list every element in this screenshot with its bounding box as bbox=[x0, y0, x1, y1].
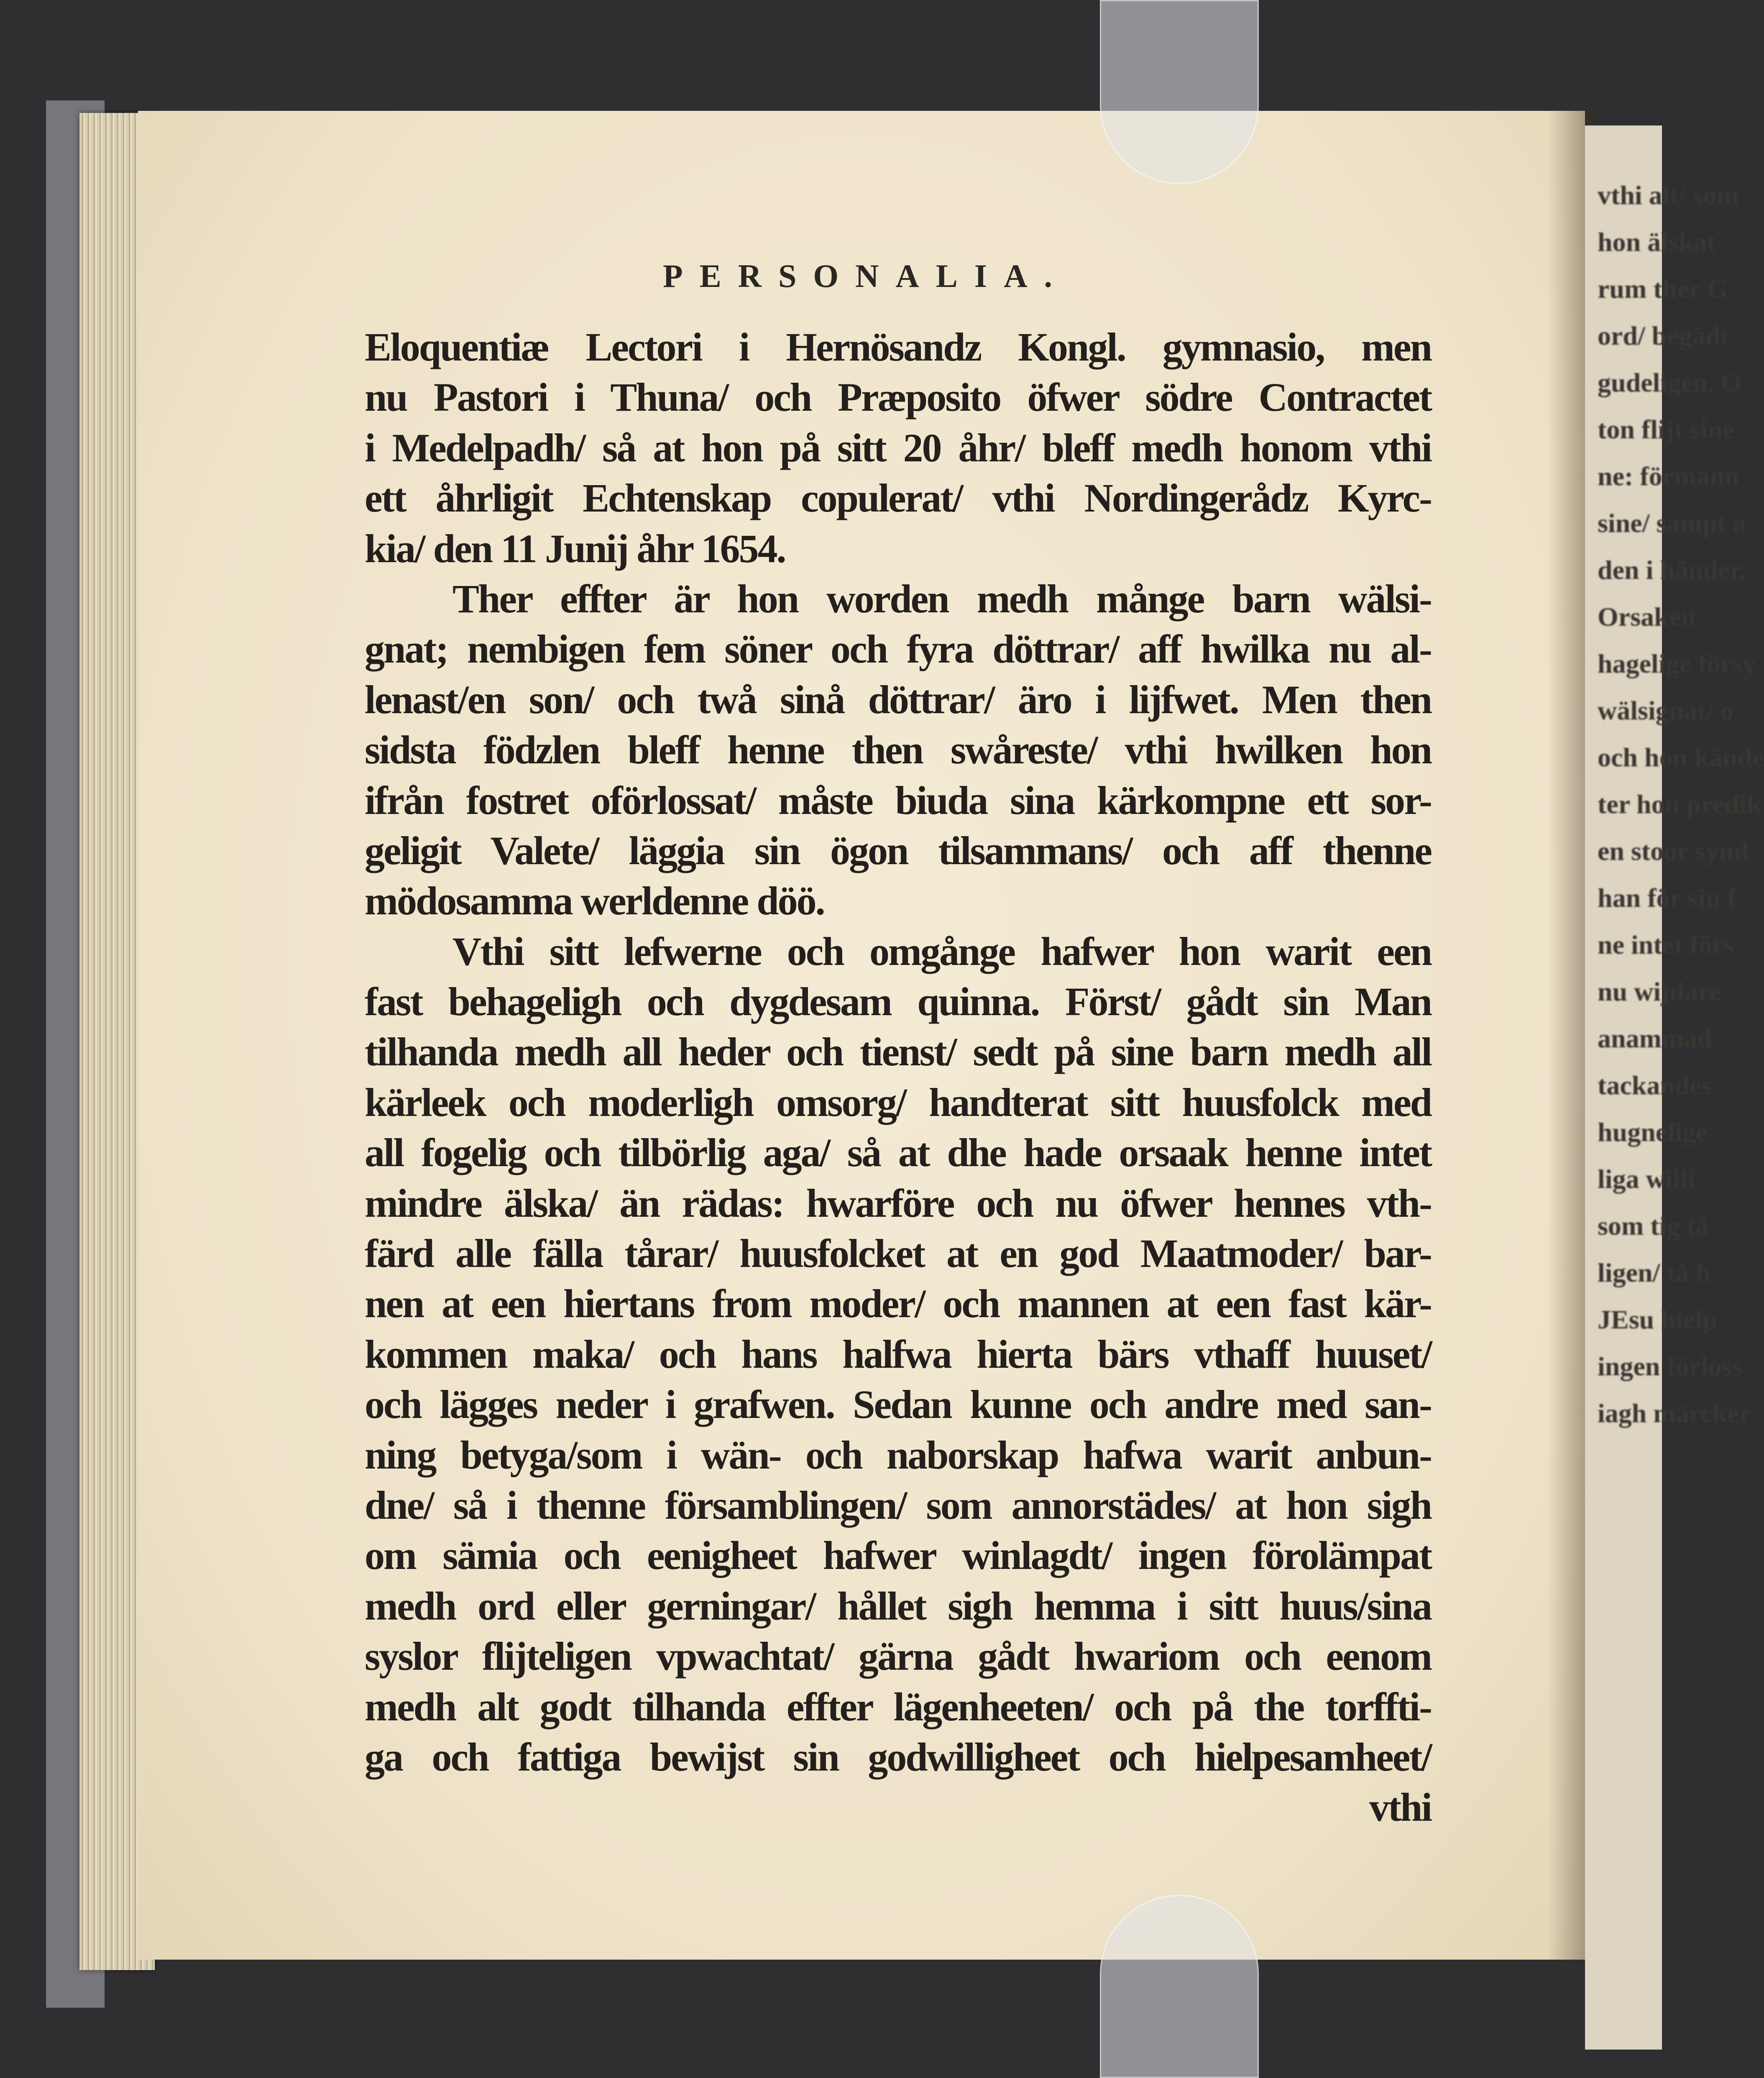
text-line: vthi bbox=[1369, 1785, 1431, 1830]
text-line: Ther effter är hon worden medh månge barn wälsi- bbox=[453, 576, 1431, 621]
text-line: all fogelig och tilbörlig aga/ så at dhe hade orsaak henne intet bbox=[365, 1130, 1431, 1175]
facing-page-line: hon älskat bbox=[1598, 227, 1716, 257]
facing-page-line: anammad bbox=[1598, 1024, 1712, 1053]
facing-page-line: Orsaken bbox=[1598, 602, 1696, 632]
facing-page-line: gudeligen. O bbox=[1598, 368, 1742, 397]
text-line: geligit Valete/ läggia sin ögon tilsammans/ och aff thenne bbox=[365, 828, 1431, 873]
text-line: och lägges neder i grafwen. Sedan kunne och andre med san- bbox=[365, 1382, 1431, 1427]
text-line: mödosamma werldenne döö. bbox=[365, 878, 824, 924]
facing-page-line: wälsignat/ o bbox=[1598, 696, 1734, 725]
facing-page-line: JEsu hielp bbox=[1598, 1305, 1718, 1334]
text-line: nu Pastori i Thuna/ och Præposito öfwer södre Contractet bbox=[365, 375, 1431, 420]
facing-page-line: nu wijdare bbox=[1598, 977, 1721, 1006]
facing-page-line: ord/ begädt bbox=[1598, 321, 1729, 351]
facing-page-line: den i händer. bbox=[1598, 555, 1746, 585]
facing-page-line: hugnelige bbox=[1598, 1117, 1708, 1147]
text-line: nen at een hiertans from moder/ och mannen at een fast kär- bbox=[365, 1281, 1431, 1326]
text-line: färd alle fälla tårar/ huusfolcket at en god Maatmoder/ bar- bbox=[365, 1231, 1431, 1276]
text-line: medh ord eller gerningar/ hållet sigh hemma i sitt huus/sina bbox=[365, 1583, 1431, 1628]
facing-page-line: tackandes bbox=[1598, 1070, 1712, 1100]
text-line: gnat; nembigen fem söner och fyra döttrar/ aff hwilka nu al- bbox=[365, 627, 1431, 672]
text-line: kommen maka/ och hans halfwa hierta bärs vthaff huuset/ bbox=[365, 1331, 1431, 1377]
text-line: Vthi sitt lefwerne och omgånge hafwer hon warit een bbox=[453, 929, 1431, 974]
facing-page-line: och hon kände bbox=[1598, 742, 1764, 772]
text-line: ifrån fostret oförlossat/ måste biuda sina kärkompne ett sor- bbox=[365, 778, 1431, 823]
facing-page-line: hagelige försy bbox=[1598, 649, 1756, 678]
text-line: kia/ den 11 Junij åhr 1654. bbox=[365, 526, 785, 571]
body-text bbox=[365, 322, 1431, 1833]
text-line: ga och fattiga bewijst sin godwilligheet och hielpesamheet/ bbox=[365, 1734, 1431, 1779]
facing-page-line: sine/ sampt a bbox=[1598, 508, 1746, 538]
facing-page-line: ton flijt sine bbox=[1598, 415, 1735, 444]
facing-page-line: ingen förloss bbox=[1598, 1351, 1743, 1381]
page-clip-top bbox=[1100, 0, 1259, 184]
text-line: syslor flijteligen vpwachtat/ gärna gådt hwariom och eenom bbox=[365, 1634, 1431, 1679]
text-line: dne/ så i thenne församblingen/ som annorstädes/ at hon sigh bbox=[365, 1482, 1431, 1528]
text-line: om sämia och eenigheet hafwer winlagdt/ ingen förolämpat bbox=[365, 1533, 1431, 1578]
text-line: mindre älska/ än rädas: hwarföre och nu öfwer hennes vth- bbox=[365, 1180, 1431, 1226]
text-line: lenast/en son/ och twå sinå döttrar/ äro i lijfwet. Men then bbox=[365, 677, 1431, 722]
facing-page-line: ne: förmann bbox=[1598, 461, 1740, 491]
facing-page-line: iagh märcker bbox=[1598, 1398, 1751, 1428]
facing-page-line: vthi alt/ som bbox=[1598, 180, 1739, 210]
page-heading: PERSONALIA. bbox=[663, 258, 1069, 294]
page-clip-bottom bbox=[1100, 1895, 1259, 2078]
text-line: Eloquentiæ Lectori i Hernösandz Kongl. gymnasio, men bbox=[365, 325, 1431, 369]
text-line: tilhanda medh all heder och tienst/ sedt på sine barn medh all bbox=[365, 1029, 1431, 1075]
text-line: ning betyga/som i wän- och naborskap hafwa warit anbun- bbox=[365, 1432, 1431, 1477]
text-line: i Medelpadh/ så at hon på sitt 20 åhr/ bleff medh honom vthi bbox=[365, 425, 1431, 470]
text-line: fast behageligh och dygdesam quinna. Först/ gådt sin Man bbox=[365, 979, 1431, 1024]
facing-page-line: han för sin f bbox=[1598, 883, 1736, 913]
facing-page-line: ter hon predik bbox=[1598, 789, 1762, 819]
facing-page-line: liga willi bbox=[1598, 1164, 1695, 1194]
facing-page-line: ligen/ tå h bbox=[1598, 1258, 1711, 1287]
facing-page-line: ne intet förs bbox=[1598, 930, 1735, 960]
text-line: ett åhrligit Echtenskap copulerat/ vthi Nordingerådz Kyrc- bbox=[365, 476, 1431, 521]
facing-page bbox=[1585, 125, 1764, 2050]
facing-page-line: rum ther G bbox=[1598, 274, 1728, 304]
text-line: medh alt godt tilhanda effter lägenheeten/ och på the torffti- bbox=[365, 1684, 1431, 1729]
facing-page-line: som tig tå bbox=[1598, 1211, 1709, 1241]
text-line: sidsta födzlen bleff henne then swåreste/ vthi hwilken hon bbox=[365, 727, 1431, 773]
facing-page-line: en stoor synd bbox=[1598, 836, 1749, 866]
text-line: kärleek och moderligh omsorg/ handterat sitt huusfolck med bbox=[365, 1080, 1431, 1125]
